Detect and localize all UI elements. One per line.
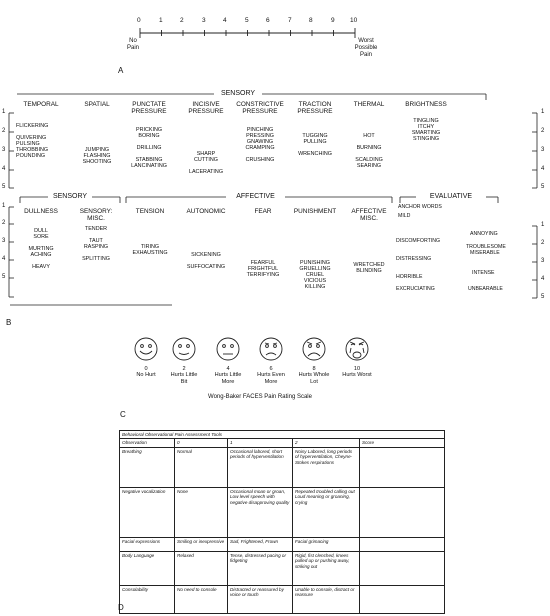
eval-discomforting: DISCOMFORTING xyxy=(396,238,440,244)
col-punctate: PUNCTATE PRESSURE xyxy=(131,101,167,115)
face-0 xyxy=(127,366,165,379)
panel-b-letter: B xyxy=(6,318,12,327)
scale-num: 4 xyxy=(223,17,227,24)
table-header-cell: Observation xyxy=(120,439,175,447)
scale-num: 0 xyxy=(137,17,141,24)
table-row xyxy=(120,447,445,487)
col-brightness: BRIGHTNESS xyxy=(405,101,447,108)
words-brightness: TINGLING ITCHY SMARTING STINGING xyxy=(411,118,441,142)
faces-caption: Wong-Baker FACES Pain Rating Scale xyxy=(208,394,312,400)
table-cell: Facial grimacing xyxy=(293,537,360,551)
table-cell: Unable to console, distract or reassure xyxy=(293,585,360,613)
words-traction: TUGGING PULLING WRENCHING xyxy=(298,133,332,157)
scale-num: 8 xyxy=(309,17,313,24)
words-affective-misc: WRETCHED BLINDING xyxy=(353,262,385,274)
table-cell: Sad, Frightened, Frown xyxy=(228,537,293,551)
words-dullness: DULL SORE MURTING ACHING HEAVY xyxy=(28,228,54,270)
col-fear: FEAR xyxy=(254,208,272,215)
face-2 xyxy=(165,366,203,385)
panel-a-letter: A xyxy=(118,66,124,75)
scale-left-5: 5 xyxy=(2,184,6,190)
panel-a-numbers xyxy=(0,17,550,27)
scale-right-b2: 2 xyxy=(541,240,545,246)
scale-left-2: 2 xyxy=(2,128,6,134)
eval-miserable: MISERABLE xyxy=(470,250,500,256)
words-spatial: JUMPING FLASHING SHOOTING xyxy=(82,147,112,165)
table-cell: Rigid, fist clenched, knees pulled up or pushing away, striking out xyxy=(293,551,360,585)
eval-distressing: DISTRESSING xyxy=(396,256,432,262)
col-incisive: INCISIVE PRESSURE xyxy=(188,101,224,115)
table-header-cell: 0 xyxy=(175,439,228,447)
table-cell: Consolability xyxy=(120,585,175,613)
col-sensory-misc: SENSORY: MISC. xyxy=(79,208,113,222)
table-cell: Repeated troubled calling out Loud meaning or groaning, crying xyxy=(293,487,360,537)
table-row xyxy=(120,537,445,551)
table-cell: None xyxy=(175,487,228,537)
words-tension: TIRING EXHAUSTING xyxy=(132,244,168,256)
eval-anchor: ANCHOR WORDS xyxy=(398,204,442,210)
scale-left-1: 1 xyxy=(2,109,6,115)
affective-title: AFFECTIVE xyxy=(236,193,275,200)
worst-pain-label: Worst Possible Pain xyxy=(354,38,378,58)
col-dullness: DULLNESS xyxy=(24,208,58,215)
words-fear: FEARFUL FRIGHTFUL TERRIFYING xyxy=(246,260,280,278)
words-autonomic: SICKENING SUFFOCATING xyxy=(186,252,226,270)
table-cell: Negative vocalization xyxy=(120,487,175,537)
evaluative-title: EVALUATIVE xyxy=(429,193,473,200)
face-10-num: 10 xyxy=(353,366,361,372)
table-cell: Smiling or inexpressive xyxy=(175,537,228,551)
table-row xyxy=(120,551,445,585)
scale-right-5: 5 xyxy=(541,184,545,190)
table-header-cell: 1 xyxy=(228,439,293,447)
table-header-cell: Score xyxy=(360,439,445,447)
scale-left-b2: 2 xyxy=(2,220,6,226)
scale-right-b1: 1 xyxy=(541,222,545,228)
col-autonomic: AUTONOMIC xyxy=(186,208,226,215)
eval-unbearable: UNBEARABLE xyxy=(468,286,503,292)
scale-right-b4: 4 xyxy=(541,276,545,282)
eval-troublesome: TROUBLESOME xyxy=(466,244,506,250)
scale-left-3: 3 xyxy=(2,147,6,153)
table-cell: Facial expressions xyxy=(120,537,175,551)
scale-num: 9 xyxy=(331,17,335,24)
scale-num: 6 xyxy=(266,17,270,24)
table-cell: Breathing xyxy=(120,447,175,487)
table-cell: Body Language xyxy=(120,551,175,585)
scale-right-b5: 5 xyxy=(541,294,545,300)
eval-mild: MILD xyxy=(398,213,411,219)
face-0-num: 0 xyxy=(144,366,148,372)
face-8 xyxy=(295,366,333,385)
face-8-num: 8 xyxy=(312,366,316,372)
table-cell xyxy=(360,551,445,585)
face-6-label: Hurts Even More xyxy=(257,372,285,385)
eval-intense: INTENSE xyxy=(472,270,495,276)
words-constrictive: PINCHING PRESSING GNAWING CRAMPING CRUSHING xyxy=(245,127,275,163)
scale-num: 2 xyxy=(180,17,184,24)
scale-num: 7 xyxy=(288,17,292,24)
scale-left-4: 4 xyxy=(2,166,6,172)
scale-left-b1: 1 xyxy=(2,203,6,209)
table-cell: Tense, distressed pacing or fidgeting xyxy=(228,551,293,585)
face-8-label: Hurts Whole Lot xyxy=(298,372,330,385)
table-title: Behavioral Observational Pain Assessment Tools xyxy=(120,431,445,439)
scale-right-2: 2 xyxy=(541,128,545,134)
col-thermal: THERMAL xyxy=(353,101,385,108)
words-thermal: HOT BURNING SCALDING SEARING xyxy=(355,133,383,169)
face-10 xyxy=(338,366,376,379)
table-header-cell: 2 xyxy=(293,439,360,447)
table-cell: Distracted or reassured by voice or touch xyxy=(228,585,293,613)
scale-right-b3: 3 xyxy=(541,258,545,264)
scale-left-b5: 5 xyxy=(2,274,6,280)
table-cell xyxy=(360,447,445,487)
col-punishment: PUNISHMENT xyxy=(293,208,337,215)
face-2-num: 2 xyxy=(182,366,186,372)
scale-right-1: 1 xyxy=(541,109,545,115)
words-sensory-misc: TENDER TAUT RASPING SPLITTING xyxy=(82,226,110,262)
col-tension: TENSION xyxy=(135,208,165,215)
table-cell: No need to console xyxy=(175,585,228,613)
face-4-label: Hurts Little More xyxy=(214,372,242,385)
face-6-num: 6 xyxy=(269,366,273,372)
table-row xyxy=(120,585,445,613)
no-pain-label: No Pain xyxy=(126,38,139,51)
face-4-num: 4 xyxy=(226,366,230,372)
face-10-label: Hurts Worst xyxy=(342,372,372,379)
table-cell: Occasional labored, short periods of hyperventilation xyxy=(228,447,293,487)
col-temporal: TEMPORAL xyxy=(23,101,59,108)
scale-num: 1 xyxy=(159,17,163,24)
face-0-label: No Hurt xyxy=(136,372,156,379)
table-cell: Normal xyxy=(175,447,228,487)
table-cell xyxy=(360,487,445,537)
col-affective-misc: AFFECTIVE MISC. xyxy=(351,208,387,222)
table-row xyxy=(120,487,445,537)
table-cell: Occasional moan or groan, Low level speech with negative disapproving quality xyxy=(228,487,293,537)
scale-left-b3: 3 xyxy=(2,238,6,244)
face-6 xyxy=(252,366,290,385)
scale-right-4: 4 xyxy=(541,166,545,172)
table-title-row xyxy=(120,431,445,439)
panel-d-letter: D xyxy=(118,603,124,612)
table-cell xyxy=(360,585,445,613)
table-cell: Noisy Labored, long periods of hyperventilation, Cheyne-Stokes respirations xyxy=(293,447,360,487)
scale-num: 10 xyxy=(350,17,358,24)
col-spatial: SPATIAL xyxy=(84,101,110,108)
scale-num: 3 xyxy=(202,17,206,24)
sensory2-title: SENSORY xyxy=(52,193,88,200)
table-cell: Relaxed xyxy=(175,551,228,585)
eval-annoying: ANNOYING xyxy=(470,231,498,237)
words-punishment: PUNISHING GRUELLING CRUEL VICIOUS KILLING xyxy=(299,260,331,290)
table-header-row xyxy=(120,439,445,447)
eval-excruciating: EXCRUCIATING xyxy=(396,286,435,292)
words-incisive: SHARP CUTTING LACERATING xyxy=(188,151,224,175)
words-temporal: FLICKERING QUIVERING PULSING THROBBING POUNDING xyxy=(16,123,49,159)
behavioral-pain-table xyxy=(119,430,445,614)
scale-left-b4: 4 xyxy=(2,256,6,262)
col-traction: TRACTION PRESSURE xyxy=(297,101,333,115)
scale-num: 5 xyxy=(245,17,249,24)
col-constrictive: CONSTRICTIVE PRESSURE xyxy=(236,101,284,115)
table-cell xyxy=(360,537,445,551)
scale-right-3: 3 xyxy=(541,147,545,153)
eval-horrible: HORRIBLE xyxy=(396,274,423,280)
words-punctate: PRICKING BORING DRILLING STABBING LANCINATING xyxy=(131,127,167,169)
sensory-title: SENSORY xyxy=(220,90,256,97)
panel-c-letter: C xyxy=(120,410,126,419)
face-2-label: Hurts Little Bit xyxy=(170,372,198,385)
face-4 xyxy=(209,366,247,385)
